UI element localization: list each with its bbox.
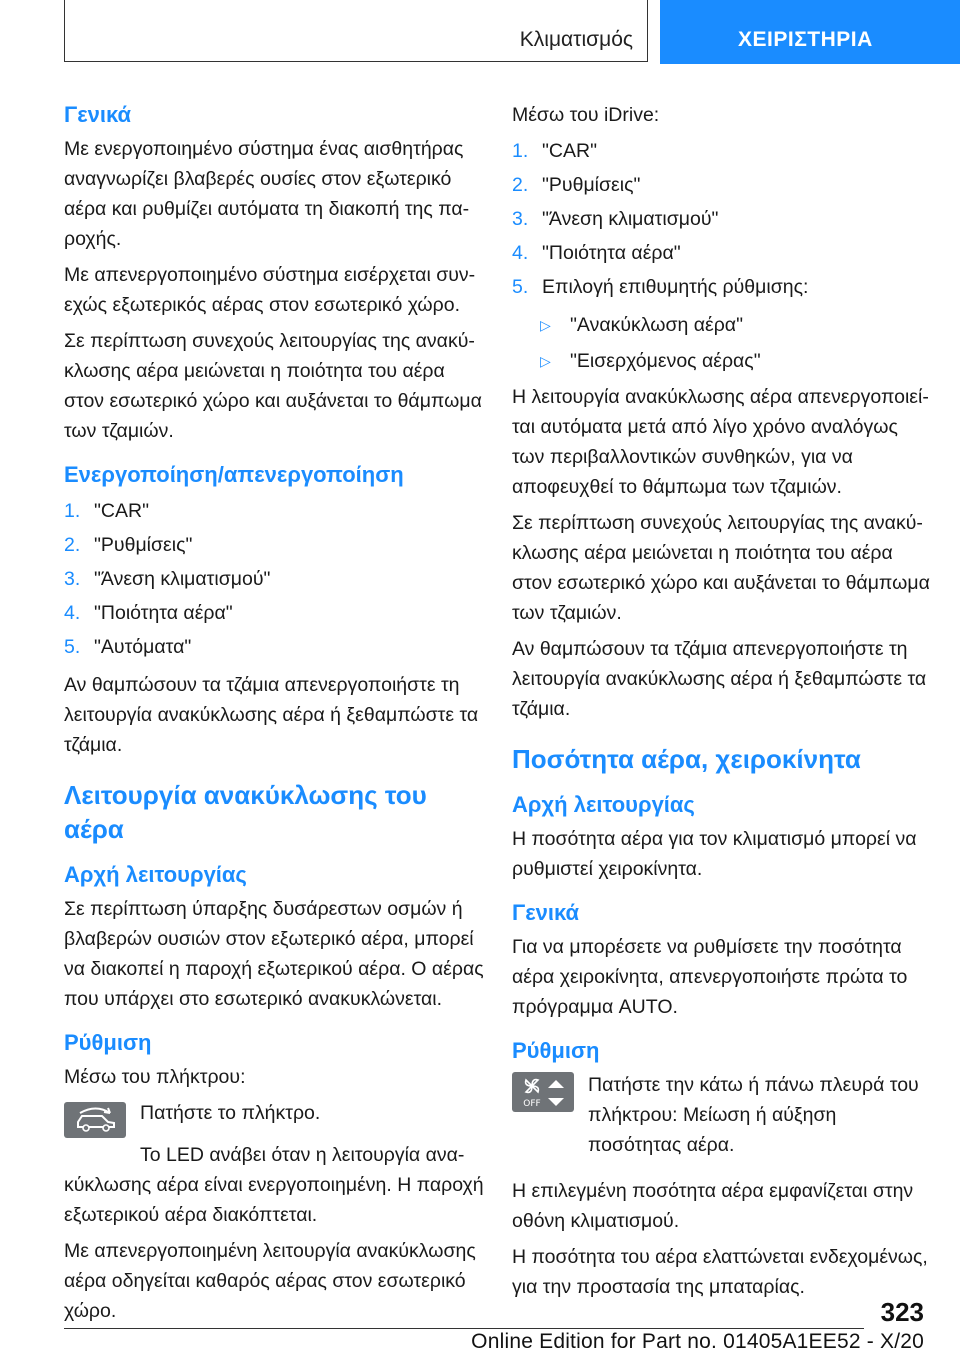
paragraph: Μέσω του iDrive: bbox=[512, 104, 660, 126]
list-item: 4. "Ποιότητα αέρα" bbox=[512, 242, 681, 264]
paragraph: Σε περίπτωση ύπαρξης δυσάρεστων οσμών ή βλαβερών ουσιών στον εξωτερικό αέρα, μπορεί να διακοπεί η παροχή εξωτερικού αέρα. Ο αέρας που υπάρχει στο εσωτερικό ανακυκλώνεται. bbox=[64, 898, 484, 1010]
heading-recirculation: Λειτουργία ανακύκλωσης του αέρα bbox=[64, 780, 427, 844]
paragraph: Σε περίπτωση συνεχούς λειτουργίας της ανακύκλωσης αέρα μειώνεται η ποιότητα του αέρα στον εσωτερικό χώρο και αυξάνεται το θάμπωμα των τζαμιών. bbox=[64, 330, 482, 442]
sub-item: ▷ "Ανακύκλωση αέρα" bbox=[540, 310, 932, 340]
list-item: 2. "Ρυθμίσεις" bbox=[512, 174, 641, 196]
paragraph: Μέσω του πλήκτρου: bbox=[64, 1066, 246, 1088]
steps-list bbox=[512, 136, 932, 302]
heading-principle: Αρχή λειτουργίας bbox=[512, 792, 695, 817]
list-item: 2. "Ρυθμίσεις" bbox=[64, 534, 193, 556]
paragraph: Για να μπορέσετε να ρυθμίσετε την ποσότητα αέρα χειροκίνητα, απενεργοποιήστε πρώτα το πρόγραμμα AUTO. bbox=[512, 936, 908, 1018]
heading-air-quantity-manual: Ποσότητα αέρα, χειροκίνητα bbox=[512, 744, 861, 774]
heading-principle: Αρχή λειτουργίας bbox=[64, 862, 247, 887]
list-item: 1. "CAR" bbox=[512, 140, 598, 162]
list-item: 5. "Αυτόματα" bbox=[64, 636, 192, 658]
sub-item: ▷ "Εισερχόμενος αέρας" bbox=[540, 346, 932, 376]
left-column bbox=[64, 96, 484, 1332]
paragraph: Αν θαμπώσουν τα τζάμια απενεργοποιήστε τη λειτουργία ανακύκλωσης αέρα ή ξεθαμπώστε τα τζάμια. bbox=[512, 638, 927, 720]
steps-list bbox=[64, 496, 484, 662]
triangle-bullet-icon: ▷ bbox=[540, 317, 551, 333]
svg-text:OFF: OFF bbox=[523, 1099, 541, 1109]
footer-rule bbox=[64, 1328, 864, 1329]
list-item: 3. "Άνεση κλιματισμού" bbox=[512, 208, 719, 230]
paragraph: Σε περίπτωση συνεχούς λειτουργίας της ανακύκλωσης αέρα μειώνεται η ποιότητα του αέρα στον εσωτερικό χώρο και αυξάνεται το θάμπωμα των τζαμιών. bbox=[512, 512, 930, 624]
section-title: Κλιματισμός bbox=[64, 0, 648, 62]
edition-note: Online Edition for Part no. 01405A1EE52 - X/20 bbox=[471, 1330, 924, 1353]
paragraph: Το LED ανάβει όταν η λειτουργία ανακύκλωσης αέρα είναι ενεργοποιημένη. Η παροχή εξωτερικού αέρα διακόπτεται. bbox=[64, 1144, 484, 1226]
paragraph: Η ποσότητα αέρα για τον κλιματισμό μπορεί να ρυθμιστεί χειροκίνητα. bbox=[512, 828, 917, 880]
triangle-bullet-icon: ▷ bbox=[540, 353, 551, 369]
paragraph: Η επιλεγμένη ποσότητα αέρα εμφανίζεται στην οθόνη κλιματισμού. bbox=[512, 1180, 914, 1232]
page-number: 323 bbox=[880, 1297, 924, 1327]
paragraph: Με απενεργοποιημένη λειτουργία ανακύκλωσης αέρα οδηγείται καθαρός αέρας στον εσωτερικό χώρο. bbox=[64, 1240, 476, 1322]
instruction: Πατήστε την κάτω ή πάνω πλευρά του πλήκτρου: Μείωση ή αύξηση ποσότητας αέρα. bbox=[588, 1074, 919, 1156]
paragraph: Με απενεργοποιημένο σύστημα εισέρχεται συνεχώς εξωτερικός αέρας στον εσωτερικό χώρο. bbox=[64, 264, 476, 316]
chapter-tab[interactable]: ΧΕΙΡΙΣΤΗΡΙΑ bbox=[660, 0, 960, 64]
heading-setting: Ρύθμιση bbox=[512, 1038, 600, 1063]
fan-key-row bbox=[512, 1070, 932, 1166]
page-header bbox=[64, 0, 960, 64]
recirculation-button-icon bbox=[64, 1102, 126, 1138]
recirculation-key-row bbox=[64, 1098, 484, 1138]
heading-general: Γενικά bbox=[64, 102, 132, 127]
instruction: Πατήστε το πλήκτρο. bbox=[140, 1102, 321, 1124]
list-item: 1. "CAR" bbox=[64, 500, 150, 522]
fan-button-icon bbox=[512, 1072, 574, 1112]
list-item: 4. "Ποιότητα αέρα" bbox=[64, 602, 233, 624]
paragraph: Αν θαμπώσουν τα τζάμια απενεργοποιήστε τη λειτουργία ανακύκλωσης αέρα ή ξεθαμπώστε τα τζάμια. bbox=[64, 674, 479, 756]
heading-setting: Ρύθμιση bbox=[64, 1030, 152, 1055]
heading-general: Γενικά bbox=[512, 900, 580, 925]
list-item: 5. Επιλογή επιθυμητής ρύθμισης: bbox=[512, 276, 809, 298]
paragraph: Η ποσότητα του αέρα ελαττώνεται ενδεχομένως, για την προστασία της μπαταρίας. bbox=[512, 1246, 928, 1298]
sub-options bbox=[540, 310, 932, 376]
right-column bbox=[512, 96, 932, 1308]
heading-on-off: Ενεργοποίηση/απενεργοποίηση bbox=[64, 462, 404, 487]
list-item: 3. "Άνεση κλιματισμού" bbox=[64, 568, 271, 590]
paragraph: Με ενεργοποιημένο σύστημα ένας αισθητήρας αναγνωρίζει βλαβερές ουσίες στον εξωτερικό αέρα και ρυθμίζει αυτόματα τη διακοπή της παροχής. bbox=[64, 138, 470, 250]
paragraph: Η λειτουργία ανακύκλωσης αέρα απενεργοποιείται αυτόματα μετά από λίγο χρόνο αναλόγως των περιβαλλοντικών συνθηκών, για να αποφευχθεί το θάμπωμα των τζαμιών. bbox=[512, 386, 929, 498]
